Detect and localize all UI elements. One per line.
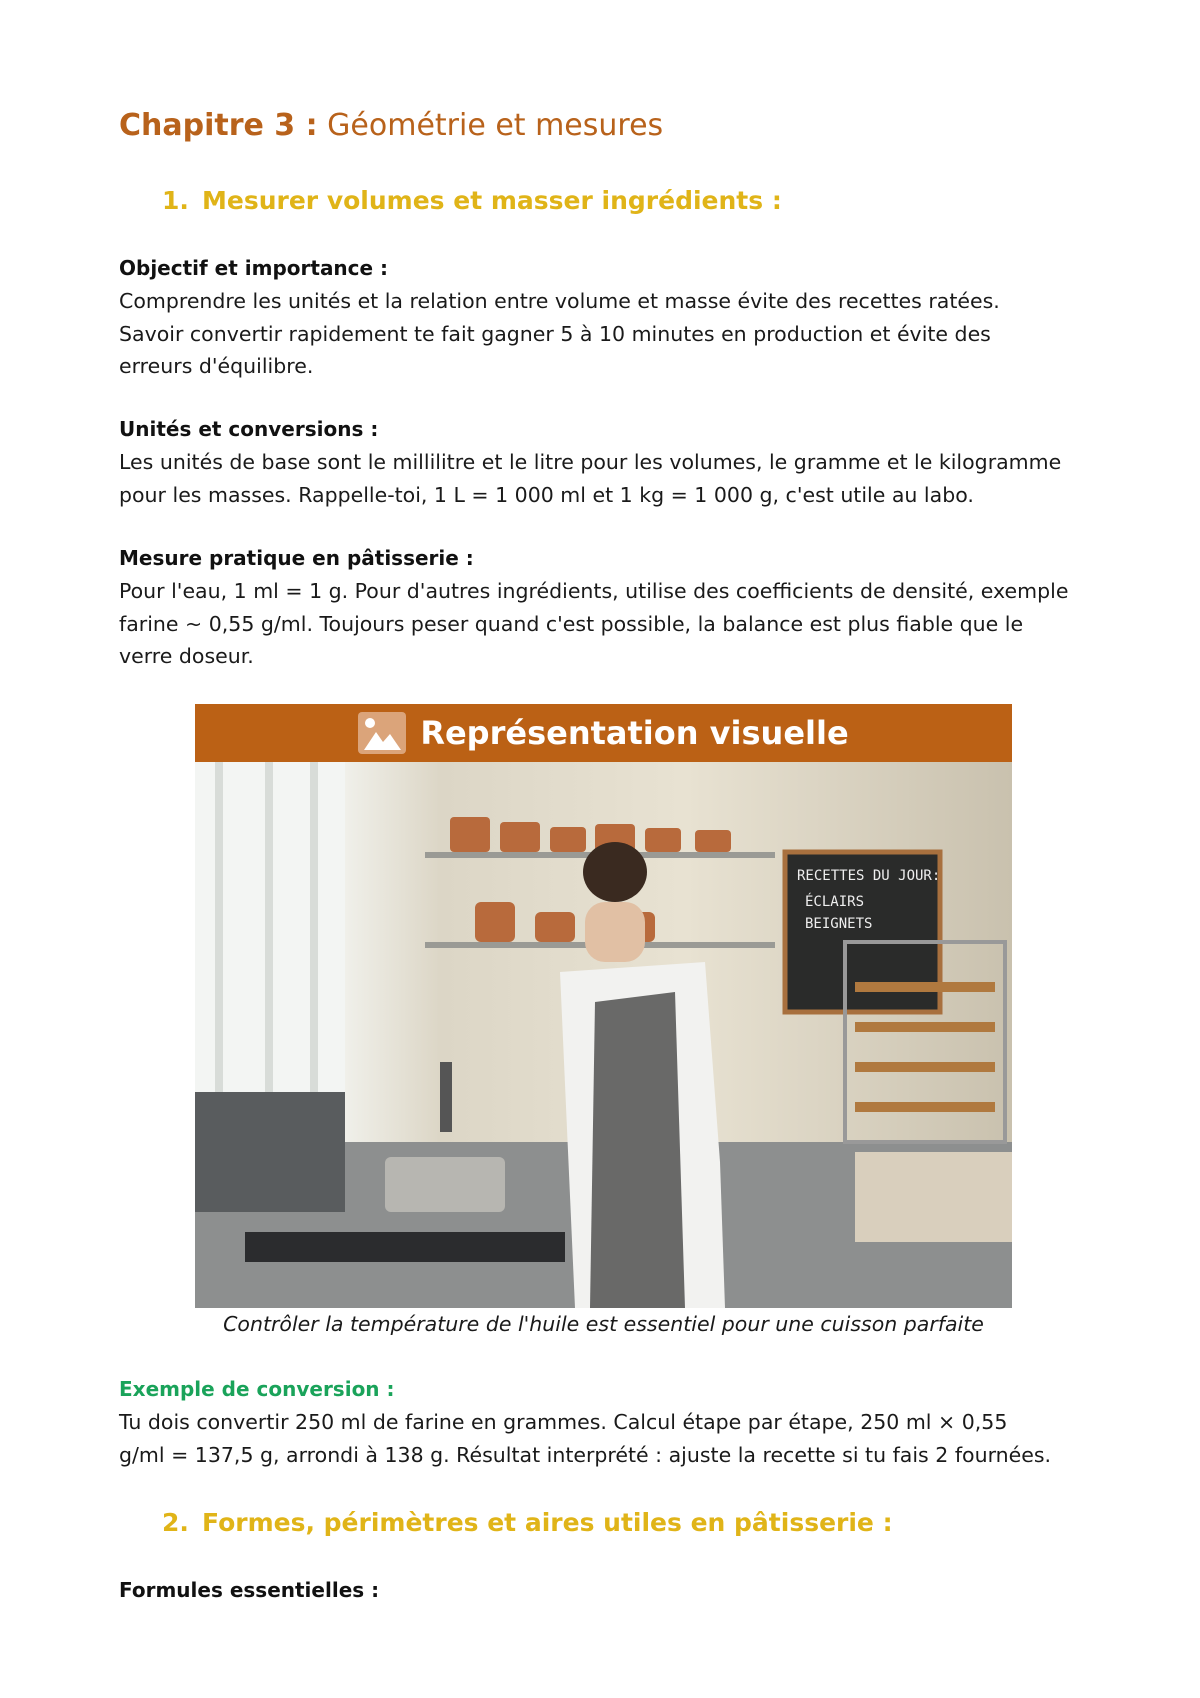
board-line: BEIGNETS <box>805 916 873 932</box>
block-label: Formules essentielles : <box>119 1578 380 1602</box>
chapter-name: Géométrie et mesures <box>317 108 664 143</box>
text-line: pour les masses. Rappelle-toi, 1 L = 1 000 ml et 1 kg = 1 000 g, c'est utile au labo. <box>119 482 974 507</box>
text-line: Tu dois convertir 250 ml de farine en grammes. Calcul étape par étape, 250 ml × 0,55 <box>119 1410 1008 1434</box>
section-number: 1. <box>162 186 189 215</box>
board-line: ÉCLAIRS <box>805 894 865 910</box>
text-line: erreurs d'équilibre. <box>119 354 314 378</box>
text-line: verre doseur. <box>119 644 254 668</box>
text-line: Savoir convertir rapidement te fait gagner 5 à 10 minutes en production et évite des <box>119 321 991 346</box>
chapter-title <box>119 108 663 143</box>
section-heading-text: Mesurer volumes et masser ingrédients : <box>202 186 782 215</box>
paragraph <box>119 285 1099 383</box>
board-line: RECETTES DU JOUR: <box>797 868 941 884</box>
section-heading-2 <box>162 1508 893 1537</box>
section-number: 2. <box>162 1508 189 1537</box>
paragraph <box>119 575 1200 673</box>
example-label: Exemple de conversion : <box>119 1377 395 1401</box>
paragraph <box>119 446 1200 511</box>
text-line: Les unités de base sont le millilitre et le litre pour les volumes, le gramme et le kilogramme <box>119 450 1062 474</box>
text-line: Comprendre les unités et la relation entre volume et masse évite des recettes ratées. <box>119 289 1000 313</box>
figure-banner <box>195 704 1012 762</box>
figure-banner-title: Représentation visuelle <box>420 714 849 752</box>
block-label: Mesure pratique en pâtisserie : <box>119 546 474 570</box>
text-line: Pour l'eau, 1 ml = 1 g. Pour d'autres ingrédients, utilise des coefficients de densité, exemple <box>119 579 1069 603</box>
image-icon <box>358 712 406 754</box>
block-label: Unités et conversions : <box>119 417 379 441</box>
paragraph <box>119 1406 1200 1471</box>
chapter-number: Chapitre 3 : <box>119 108 318 143</box>
kitchen-photo <box>195 762 1012 1308</box>
section-heading-1 <box>162 186 782 215</box>
block-label: Objectif et importance : <box>119 256 389 280</box>
figure-caption: Contrôler la température de l'huile est essentiel pour une cuisson parfaite <box>223 1312 984 1336</box>
text-line: farine ~ 0,55 g/ml. Toujours peser quand c'est possible, la balance est plus fiable que le <box>119 611 1024 636</box>
text-line: g/ml = 137,5 g, arrondi à 138 g. Résultat interprété : ajuste la recette si tu fais 2 fournées. <box>119 1442 1052 1467</box>
section-heading-text: Formes, périmètres et aires utiles en pâtisserie : <box>202 1508 893 1537</box>
